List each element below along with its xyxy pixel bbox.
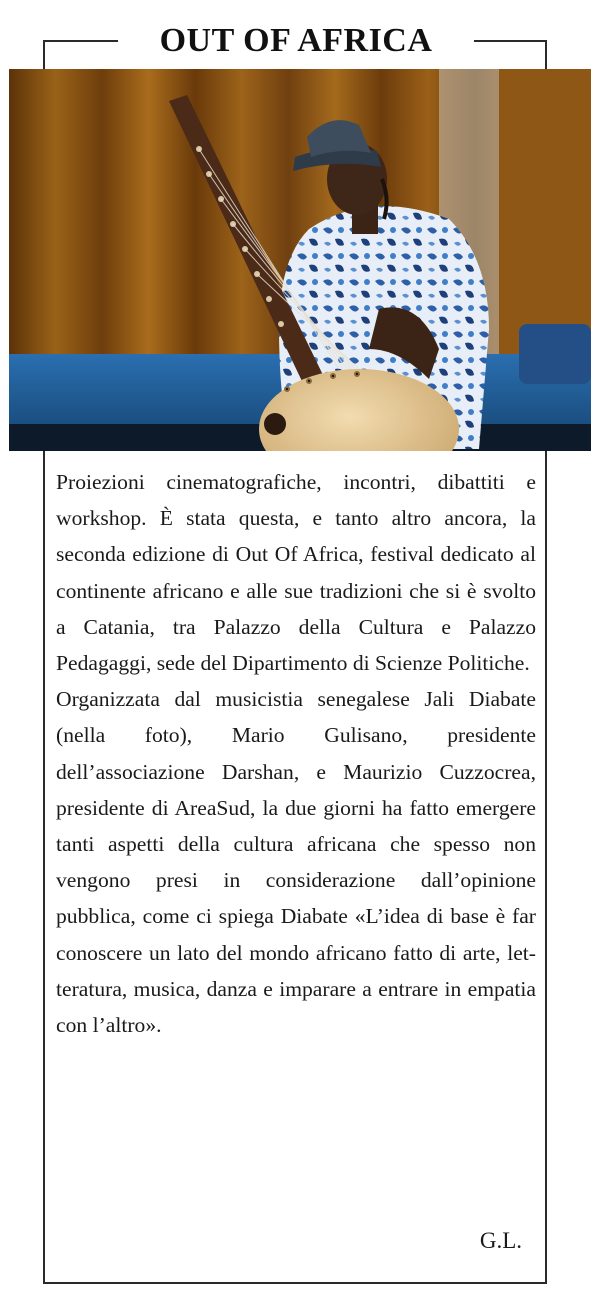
article-paragraph: Organizzata dal musicistia senegalese Jali Diabate (nella foto), Mario Gulisano, presidente dell’associazione Darshan, e Maurizio Cuzzocrea, presidente di AreaSud, la due giorni ha fatto emergere tanti aspetti della cultura africana che spesso non vengono presi in considerazione dall’opinione pubblica, come ci spiega Diabate «L’idea di base è far conoscere un lato del mondo africano fatto di arte, letteratura, musica, danza e imparare a entrare in empatia con l’altro». <box>56 687 536 1038</box>
article-photo <box>9 69 591 451</box>
article-body <box>56 464 536 1043</box>
article-paragraph: Proiezioni cinematografiche, incontri, dibattiti e workshop. È stata questa, e tanto altro ancora, la seconda edizione di Out Of Africa, festival dedicato al continente africano e alle sue tradizioni che si è svolto a Catania, tra Palazzo della Cultura e Palazzo Pedagaggi, sede del Dipartimento di Scienze Politiche. <box>56 470 536 676</box>
kora-player-photo-icon <box>9 69 591 451</box>
title-box <box>118 18 474 64</box>
author-signature: G.L. <box>479 1228 522 1253</box>
page-title: OUT OF AFRICA <box>159 22 433 59</box>
